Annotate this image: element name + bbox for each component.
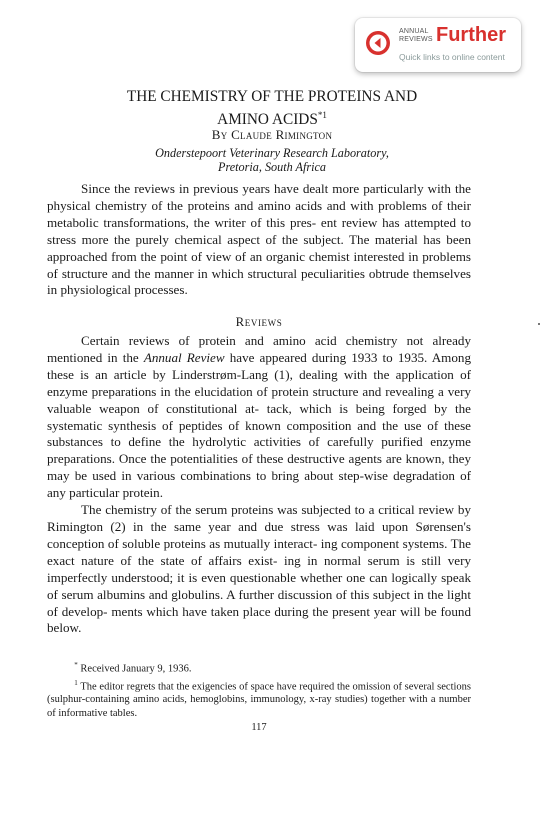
footnote-received xyxy=(47,659,471,676)
intro-paragraph: Since the reviews in previous years have dealt more particularly with the physical chemistry of the proteins and amino acids and with problems of their metabolic transformations, the writer of this pres- ent review has attempted to stress more the purely chemical aspect of the subject. The material has been approached from the point of view of an organic chemist interested in problems of structure and the manner in which structural peculiarities obtrude themselves in physiological processes. xyxy=(47,181,471,298)
badge-annual-text: ANNUAL xyxy=(399,28,429,35)
reviews-paragraph-1-start: Certain reviews of protein and amino acid chemistry not already mentioned in the xyxy=(47,333,471,365)
badge-further-text: Further xyxy=(436,24,506,46)
annual-reviews-logo-icon xyxy=(365,30,391,56)
reviews-paragraph-1 xyxy=(47,333,471,502)
reviews-paragraph-1-rest: have appeared during 1933 to 1935. Among these is an article by Linderstrøm-Lang (1), dealing with the application of enzyme preparations in the elucidation of protein structure and revealing a very valuable weapon of constitutional at- tack, which is being forged by the systematic synthesis of peptides of known composition and the use of these substances to define the hydrolytic activities of carefully purified enzyme preparations. Once the potentialities of these destructive agents are known, they may be used in various combinations to bring about step-wise degradation of any particular protein. xyxy=(47,349,471,501)
title-line-2: AMINO ACIDS xyxy=(217,111,318,129)
affiliation-line-1: Onderstepoort Veterinary Research Laboratory, xyxy=(155,146,389,160)
section-heading-reviews: Reviews xyxy=(235,315,283,329)
title-footnote-marks: *1 xyxy=(317,110,327,120)
intro-section xyxy=(47,181,471,299)
title-line-1: THE CHEMISTRY OF THE PROTEINS AND xyxy=(126,88,418,105)
footnote-editor-mark: 1 xyxy=(74,678,78,687)
reviews-paragraph-2: The chemistry of the serum proteins was subjected to a critical review by Rimington (2) in the same year and due stress was laid upon Sørensen's conception of soluble proteins as mutually interact- ing component systems. The exact nature of the state of affairs exist- ing in normal serum is still very imperfectly understood; it is even questionable whether one can logically speak of serum albumins and globulins. A further discussion of this subject in the light of develop- ments which have taken place during the present year will be found below. xyxy=(47,502,471,636)
further-links-badge[interactable] xyxy=(355,18,521,72)
footnote-received-mark: * xyxy=(74,661,78,669)
margin-speck xyxy=(538,323,540,325)
article-title xyxy=(40,87,504,129)
reviews-section xyxy=(47,333,471,637)
footnote-editor-text: The editor regrets that the exigencies of space have required the omission of several sections (sulphur-containing amino acids, hemoglobins, immunology, x-ray studies) together with a number of informative tables. xyxy=(47,681,471,719)
page-number: 117 xyxy=(251,722,267,733)
author-name: Claude Rimington xyxy=(231,127,333,142)
badge-reviews-text: REVIEWS xyxy=(399,35,433,43)
author-line xyxy=(40,127,504,143)
footnote-editor xyxy=(47,677,471,720)
badge-subtitle: Quick links to online content xyxy=(399,52,505,62)
affiliation-line-2: Pretoria, South Africa xyxy=(218,160,326,174)
footnote-received-text: Received January 9, 1936. xyxy=(80,663,192,675)
author-affiliation xyxy=(40,146,504,174)
author-prefix: By xyxy=(211,127,228,142)
annual-review-italic: Annual Review xyxy=(143,349,225,365)
footnotes xyxy=(47,659,471,721)
badge-annual-reviews-label xyxy=(399,28,439,43)
